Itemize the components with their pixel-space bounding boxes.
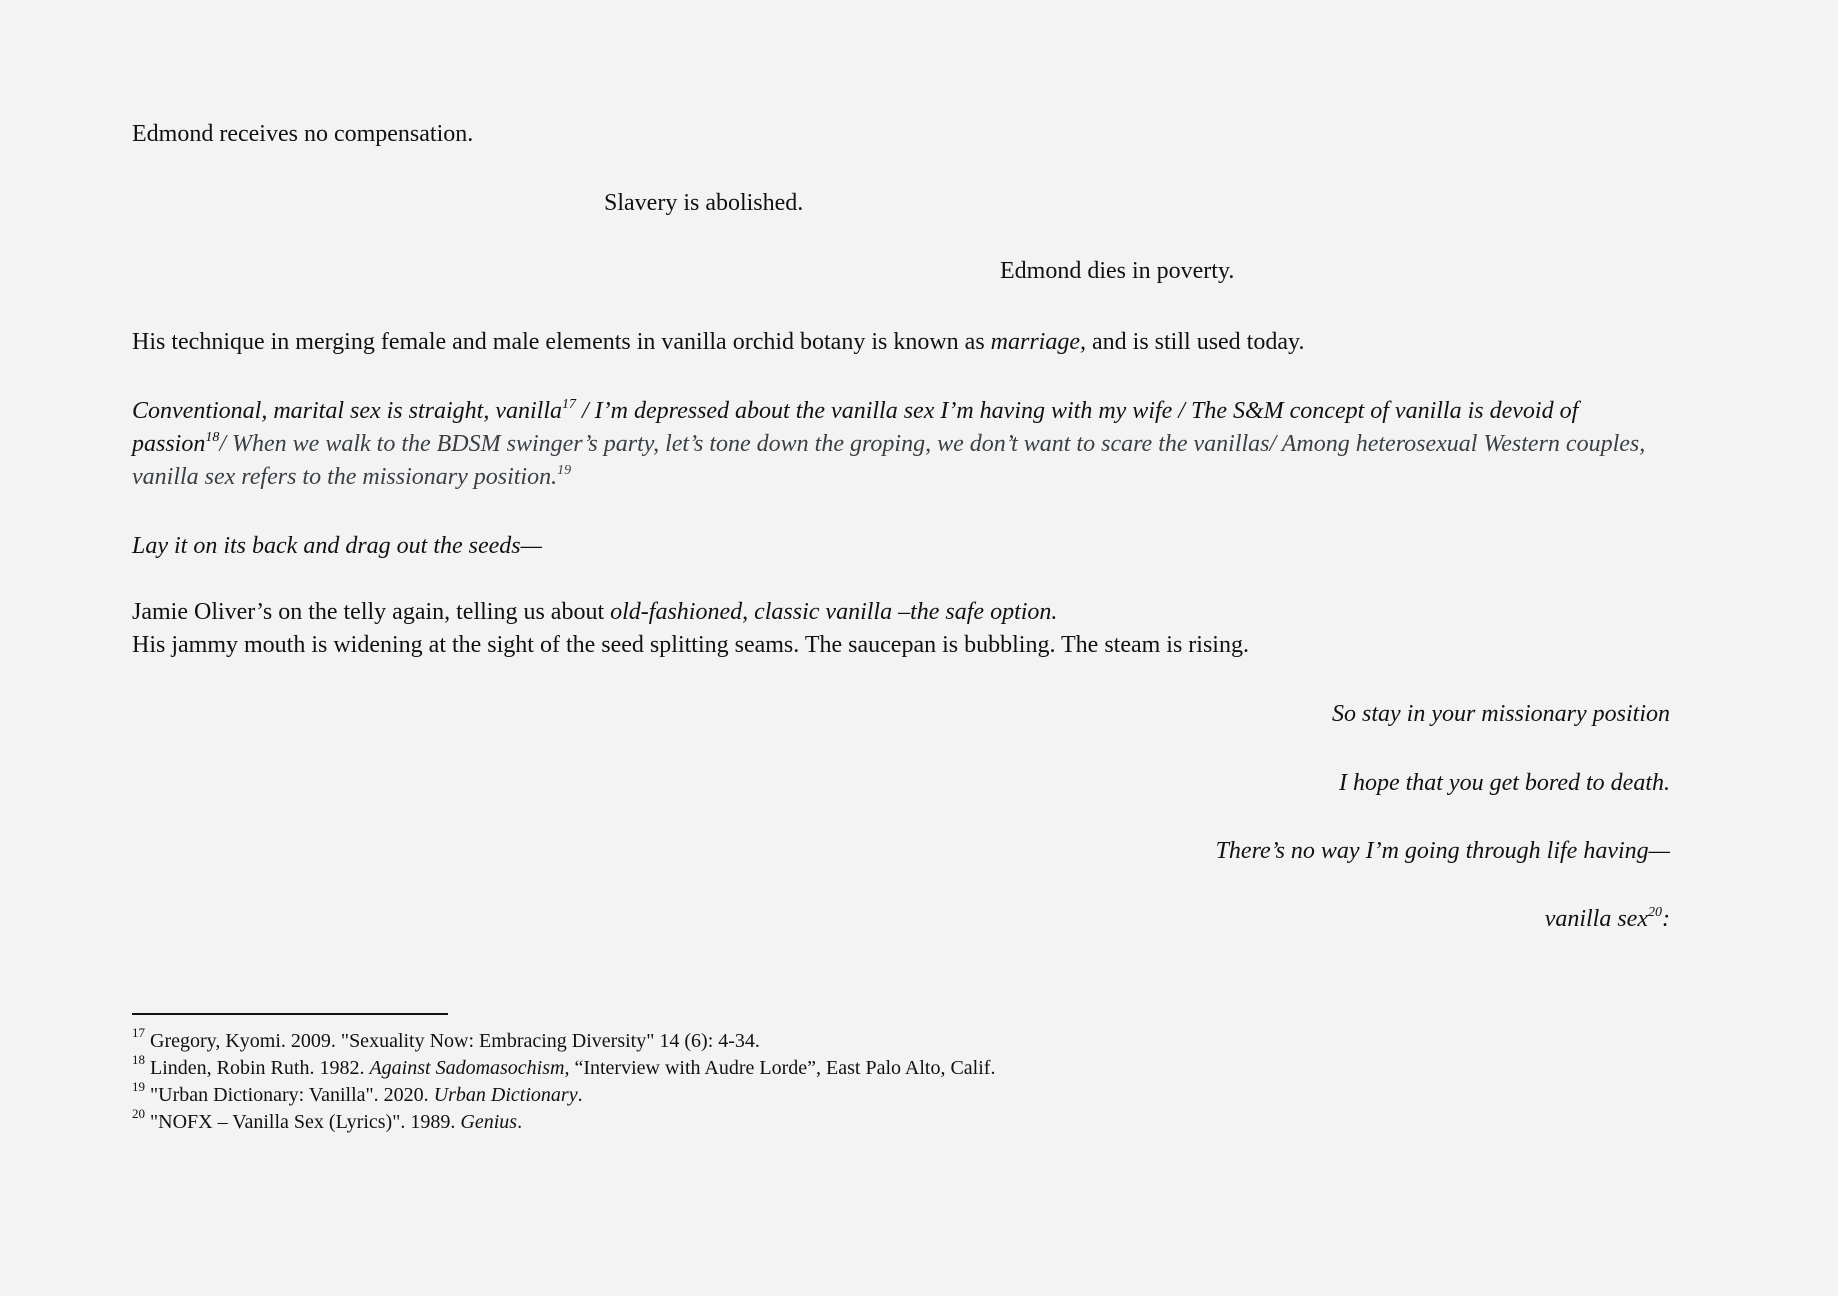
line-slavery-abolished: Slavery is abolished.	[604, 190, 804, 216]
paragraph-jamie	[132, 596, 1057, 629]
technique-text: His technique in merging female and male elements in vanilla orchid botany is known as	[132, 329, 991, 355]
footnote-number: 20	[132, 1106, 145, 1122]
definition-text-3: / When we walk to the BDSM swinger’s party, let’s tone down the groping, we don’t want to scare the vanillas/ Among heterosexual Western couples, vanilla sex refers to the missionary position.	[132, 431, 1646, 490]
footnote-text: Linden, Robin Ruth. 1982.	[150, 1057, 370, 1079]
footnote-title: Genius	[460, 1111, 518, 1133]
footnote-18	[132, 1052, 996, 1082]
line-jammy-mouth: His jammy mouth is widening at the sight of the seed splitting seams. The saucepan is bubbling. The steam is rising.	[132, 632, 1249, 658]
lyric-line-1: So stay in your missionary position	[1331, 701, 1670, 727]
technique-tail: and is still used today.	[1086, 329, 1305, 355]
footnote-text: Gregory, Kyomi. 2009. "Sexuality Now: Embracing Diversity" 14 (6): 4-34.	[150, 1030, 760, 1052]
footnote-ref-17: 17	[561, 397, 576, 412]
definition-text-2: / I’m depressed about the vanilla sex I’m having with my wife / The S&M concept of vanilla is devoid of passion	[132, 398, 1579, 457]
footnote-ref-20: 20	[1648, 905, 1662, 920]
line-edmond-dies: Edmond dies in poverty.	[1000, 258, 1235, 284]
footnote-number: 17	[132, 1025, 145, 1041]
footnote-tail: .	[577, 1084, 583, 1106]
line-seeds: Lay it on its back and drag out the seeds—	[132, 533, 542, 559]
footnote-title: Urban Dictionary	[433, 1084, 578, 1106]
footnote-ref-18: 18	[205, 430, 220, 445]
footnote-number: 19	[132, 1079, 145, 1095]
jamie-text: Jamie Oliver’s on the telly again, telling us about	[132, 599, 611, 625]
line-edmond-compensation: Edmond receives no compensation.	[132, 121, 474, 147]
footnote-title: Against Sadomasochism	[369, 1057, 565, 1079]
footnote-number: 18	[132, 1052, 145, 1068]
paragraph-technique	[132, 326, 1304, 359]
lyric-vanilla-sex: vanilla sex	[1544, 906, 1648, 932]
footnote-tail: , “Interview with Audre Lorde”, East Palo Alto, Calif.	[564, 1057, 996, 1079]
footnote-20	[132, 1106, 523, 1136]
footnote-divider	[132, 1013, 448, 1015]
footnote-ref-19: 19	[557, 463, 572, 478]
lyric-line-2: I hope that you get bored to death.	[1338, 770, 1670, 796]
definition-text-1: Conventional, marital sex is straight, vanilla	[132, 398, 562, 424]
lyric-line-4	[1545, 903, 1670, 936]
jamie-quote: old-fashioned, classic vanilla –the safe option.	[610, 599, 1058, 625]
footnote-text: "NOFX – Vanilla Sex (Lyrics)". 1989.	[150, 1111, 461, 1133]
footnote-19	[132, 1079, 583, 1109]
paragraph-definitions	[132, 395, 1672, 494]
footnote-17	[132, 1025, 760, 1055]
footnote-tail: .	[517, 1111, 523, 1133]
technique-term: marriage,	[990, 329, 1087, 355]
lyric-line-3: There’s no way I’m going through life having—	[1215, 838, 1670, 864]
footnote-text: "Urban Dictionary: Vanilla". 2020.	[150, 1084, 434, 1106]
lyric-colon: :	[1662, 906, 1670, 932]
